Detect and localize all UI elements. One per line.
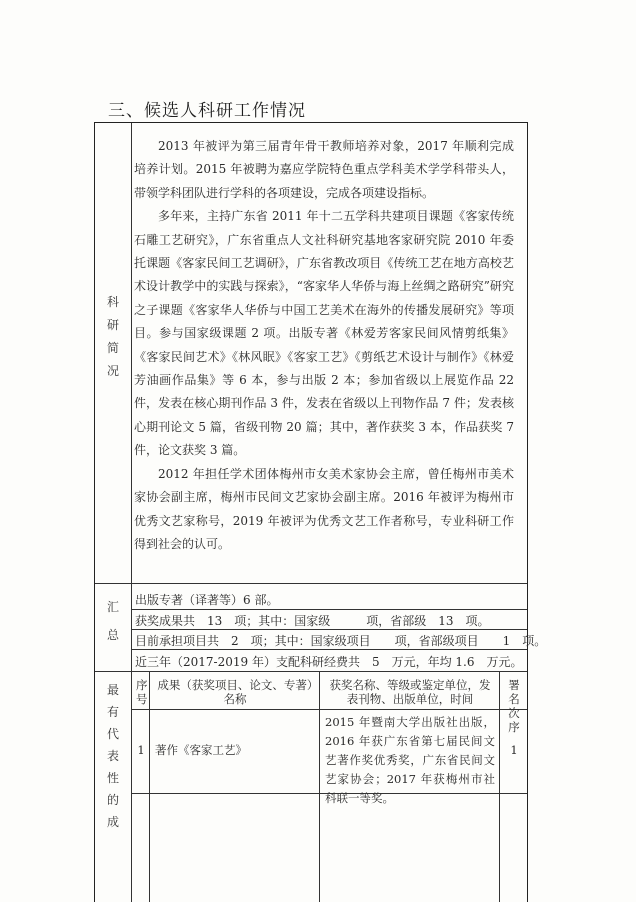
research-label-char: 科 [106,295,119,309]
achievements-col-divider [499,671,500,902]
summary-row: 获奖成果共 13 项；其中：国家级 项，省部级 13 项。 [135,614,490,628]
achievements-label [99,679,127,833]
achievements-header-rule [131,709,527,710]
summary-label-char: 总 [106,628,119,642]
research-label-char: 研 [106,318,119,332]
research-paragraph: 2012 年担任学术团体梅州市女美术家协会主席，曾任梅州市美术家协会副主席，梅州市民间文艺家协会副主席。2016 年被评为梅州市优秀文艺家称号，2019 年被评为优秀文艺工作者称号，专业科研工作得到社会的认可。 [134,466,514,551]
summary-rule [131,609,527,610]
research-bottom-rule [95,583,527,584]
label-column-divider [131,123,132,902]
achievements-label-char: 性 [106,771,119,785]
summary-rule [131,629,527,630]
summary-row: 近三年（2017-2019 年）支配科研经费共 5 万元，年均 1.6 万元。 [135,655,523,669]
achievements-label-char: 表 [106,749,119,763]
achievements-label-char: 的 [106,793,119,807]
research-label [99,291,127,383]
achievements-row-rule [131,793,527,794]
summary-row: 出版专著（译著等）6 部。 [135,593,279,607]
summary-row: 目前承担项目共 2 项；其中：国家级项目 项，省部级项目 1 项。 [135,634,547,648]
row-name: 著作《客家工艺》 [155,743,247,757]
achievements-label-char: 代 [106,727,119,741]
summary-label [99,593,127,649]
achievements-col-divider [319,671,320,902]
research-label-char: 况 [106,364,119,378]
summary-rule [131,649,527,650]
achievements-label-char: 成 [106,815,119,829]
header-rank: 署名次序 [508,678,520,734]
research-label-char: 简 [106,341,119,355]
achievements-label-char: 有 [106,705,119,719]
row-index: 1 [137,743,145,757]
row-rank: 1 [510,743,518,757]
row-details: 2015 年暨南大学出版社出版，2016 年获广东省第七届民间文艺著作奖优秀奖，广东省民间文艺家协会；2017 年获梅州市社科联一等奖。 [325,715,495,805]
achievements-col-divider [149,671,150,902]
header-index: 序号 [136,678,148,706]
header-name: 成果（获奖项目、论文、专著）名称 [157,678,313,706]
section-title: 三、候选人科研工作情况 [108,101,306,121]
research-paragraph: 多年来，主持广东省 2011 年十二五学科共建项目课题《客家传统石雕工艺研究》，广东省重点人文社科研究基地客家研究院 2010 年委托课题《客家民间工艺调研》，广东省教改项目《传统工艺在地方高校艺术设计教学中的实践与探索》，“客家华人华侨与海上丝绸之路研究”研究之子课题《客家华人华侨与中国工艺美术在海外的传播发展研究》等项目。参与国家级课题 2 项。出版专著《林爱芳客家民间风情剪纸集》《客家民间艺术》《林风眠》《客家工艺》《剪纸艺术设计与制作》《林爱芳油画作品集》等 6 本，参与出版 2 本；参加省级以上展览作品 22 件，发表在核心期刊作品 3 件，发表在省级以上刊物作品 7 件；发表核心期刊论文 5 篇，省级刊物 20 篇；其中，著作获奖 3 本，作品获奖 7 件，论文获奖 3 篇。 [134,209,514,458]
research-body [134,135,514,556]
research-paragraph: 2013 年被评为第三届青年骨干教师培养对象，2017 年顺利完成培养计划。2015 年被聘为嘉应学院特色重点学科美术学学科带头人，带领学科团队进行学科的各项建设，完成各项建设指标。 [134,139,514,200]
research-form [94,122,547,902]
achievements-label-char: 最 [106,683,119,697]
header-details: 获奖名称、等级或鉴定单位，发表刊物、出版单位，时间 [329,678,491,706]
summary-bottom-rule [95,671,527,672]
summary-label-char: 汇 [106,600,119,614]
